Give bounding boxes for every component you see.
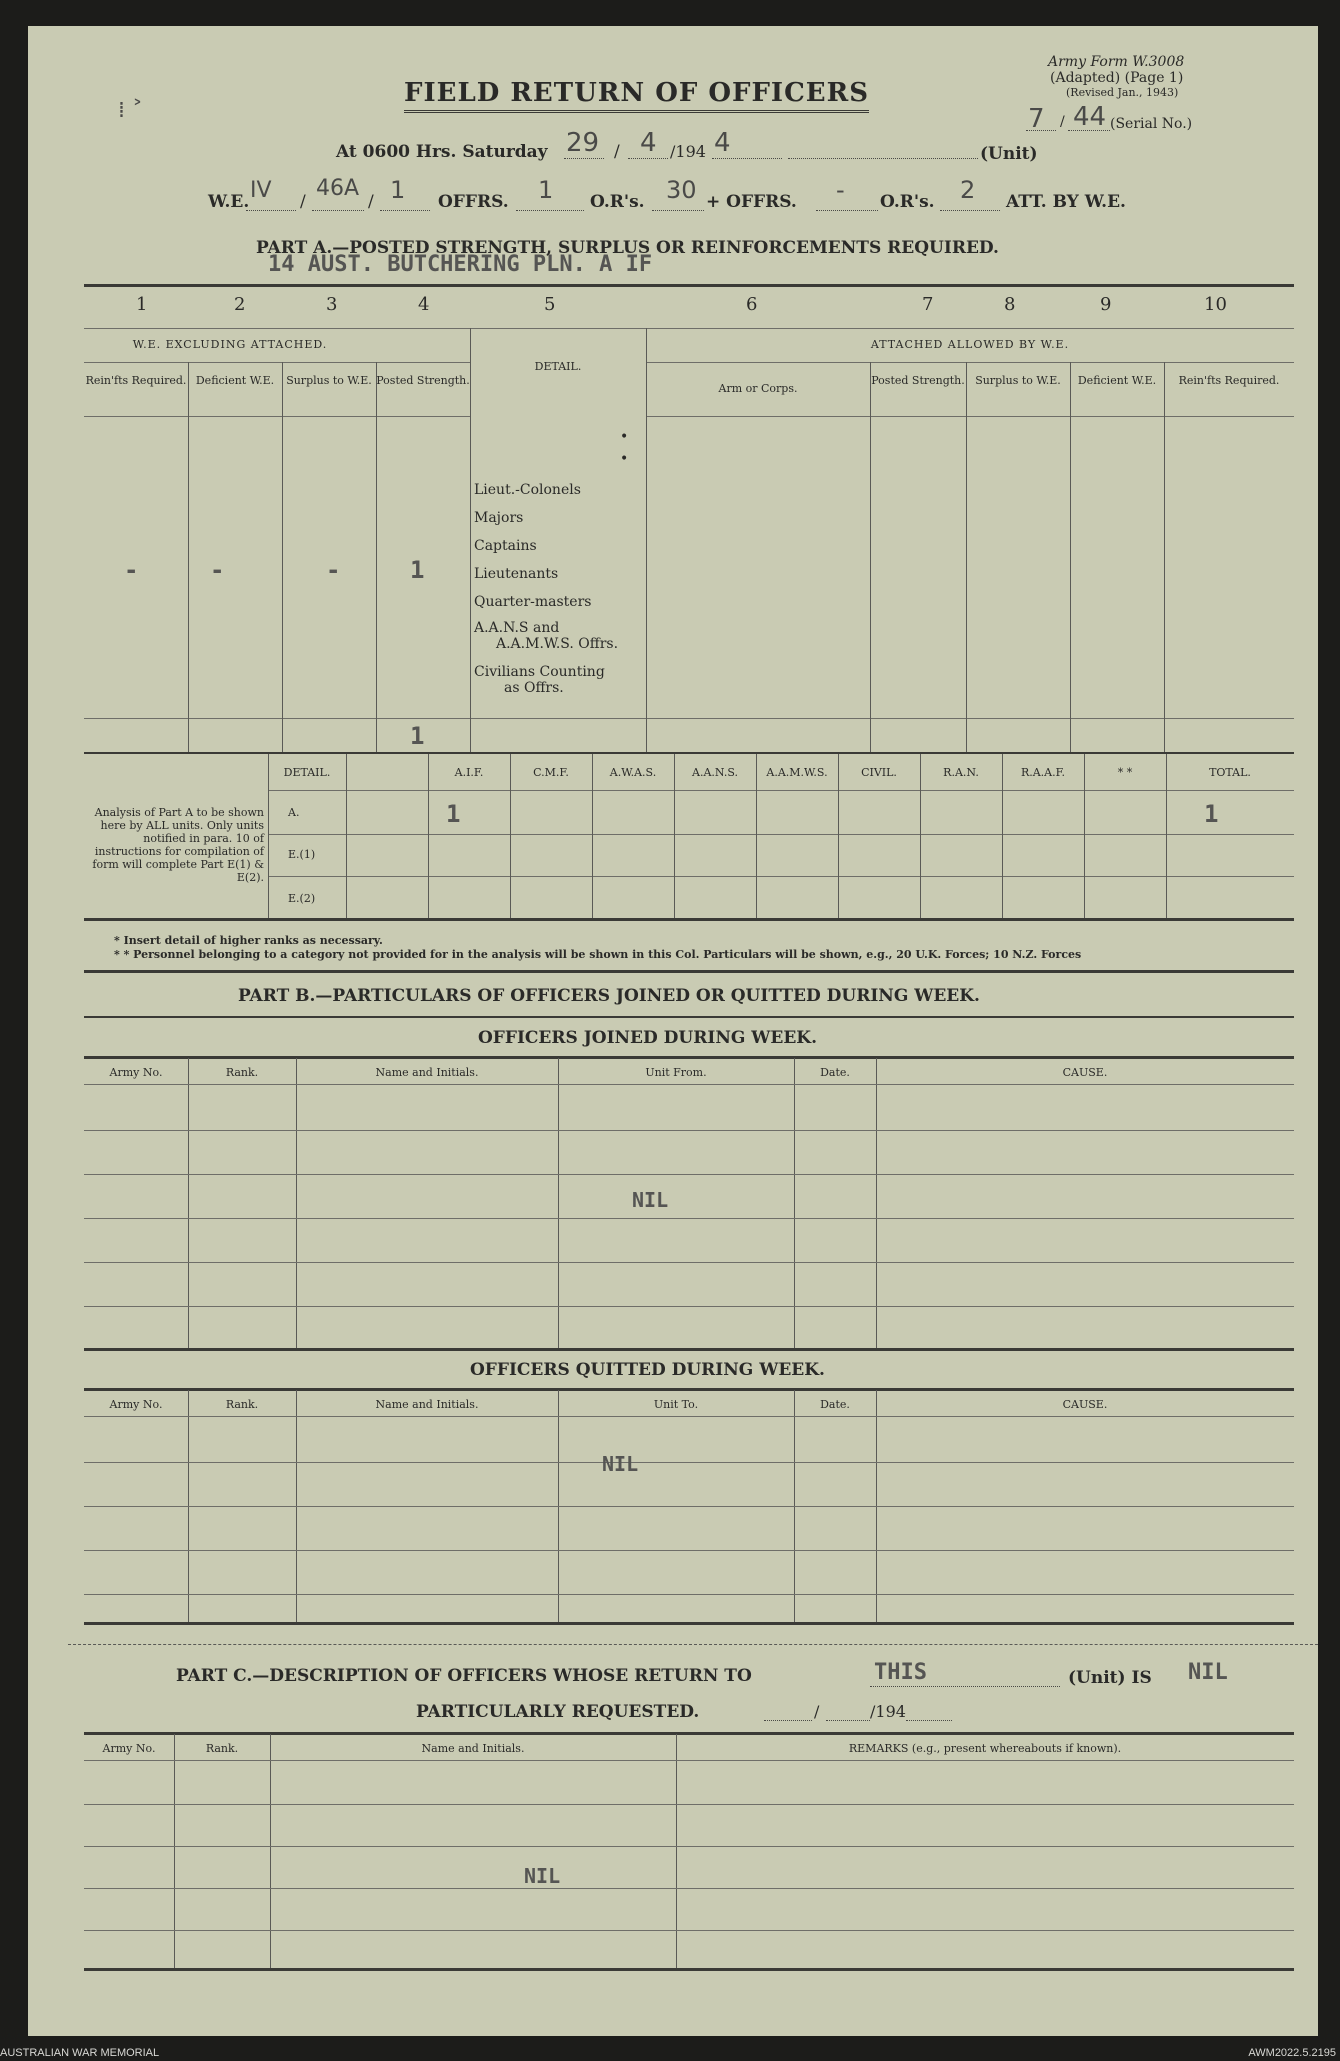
partc-row-line xyxy=(84,1930,1294,1931)
footnote-1: * Insert detail of higher ranks as necessary. xyxy=(114,934,383,947)
rank-captains: Captains xyxy=(474,538,537,554)
analysis-head-8: R.A.N. xyxy=(943,766,979,779)
analysis-head-11: TOTAL. xyxy=(1209,766,1251,779)
total-a-value: 1 xyxy=(1204,800,1219,828)
part-c-nil: NIL xyxy=(524,1864,561,1888)
unit-typed: 14 AUST. BUTCHERING PLN. A IF xyxy=(268,252,653,277)
footer-left: AUSTRALIAN WAR MEMORIAL xyxy=(0,2047,160,2059)
joined-row-line xyxy=(84,1130,1294,1131)
analysis-head-4: A.W.A.S. xyxy=(609,766,657,779)
offrs-value: 1 xyxy=(538,176,554,204)
part-c-requested: PARTICULARLY REQUESTED. xyxy=(416,1702,700,1722)
form-title: FIELD RETURN OF OFFICERS xyxy=(404,78,869,113)
form-revised: (Revised Jan., 1943) xyxy=(1066,86,1179,99)
plus-offrs-value: - xyxy=(836,176,845,204)
head-arm-corps: Arm or Corps. xyxy=(718,382,798,395)
quitted-head-4: Date. xyxy=(820,1398,850,1411)
lt-surplus: - xyxy=(326,556,341,584)
we-1: IV xyxy=(250,178,272,203)
analysis-row-a: A. xyxy=(288,806,300,819)
head-att-deficient: Deficient W.E. xyxy=(1077,374,1157,387)
quitted-head-5: CAUSE. xyxy=(1062,1398,1108,1411)
part-c-nil-typed: NIL xyxy=(1188,1660,1228,1685)
column-number-8: 8 xyxy=(1004,294,1016,315)
column-number-3: 3 xyxy=(326,294,338,315)
at-label: At 0600 Hrs. Saturday xyxy=(336,142,548,162)
joined-nil: NIL xyxy=(632,1188,669,1212)
partc-row-line xyxy=(84,1760,1294,1761)
part-c-date-tmpl: /194 xyxy=(870,1702,906,1721)
lt-deficient: - xyxy=(210,556,225,584)
serial-day: 7 xyxy=(1028,104,1045,134)
we-3: 1 xyxy=(390,176,406,204)
analysis-head-5: A.A.N.S. xyxy=(692,766,738,779)
we-excluding-head: W.E. EXCLUDING ATTACHED. xyxy=(132,338,328,351)
column-number-4: 4 xyxy=(418,294,430,315)
quitted-row-line xyxy=(84,1416,1294,1417)
total-posted: 1 xyxy=(410,722,425,750)
joined-row-line xyxy=(84,1262,1294,1263)
header-month: 4 xyxy=(640,128,657,158)
quitted-row-line xyxy=(84,1462,1294,1463)
tear-line xyxy=(68,1644,1318,1645)
head-att-reinfts: Rein'fts Required. xyxy=(1178,374,1280,387)
head-att-posted: Posted Strength. xyxy=(871,374,965,387)
rank-civilians: Civilians Counting xyxy=(474,664,605,680)
column-number-5: 5 xyxy=(544,294,556,315)
partc-row-line xyxy=(84,1804,1294,1805)
unit-label: (Unit) xyxy=(980,144,1038,164)
pencil-mark: ⁞ ˃ xyxy=(118,98,143,123)
year-suffix: 4 xyxy=(714,128,731,158)
column-number-2: 2 xyxy=(234,294,246,315)
analysis-row-e2: E.(2) xyxy=(288,892,316,905)
rank-as-offrs: as Offrs. xyxy=(504,680,564,696)
part-a-title: PART A.—POSTED STRENGTH, SURPLUS OR REINFORCEMENTS REQUIRED. xyxy=(256,238,999,258)
plus-offrs-label: + OFFRS. xyxy=(706,192,797,212)
part-c-unit-is: (Unit) IS xyxy=(1068,1668,1152,1688)
footer-right: AWM2022.5.2195 xyxy=(1248,2047,1336,2059)
head-surplus: Surplus to W.E. xyxy=(286,374,372,387)
form-adapted: (Adapted) (Page 1) xyxy=(1050,70,1184,86)
rank-aamws: A.A.M.W.S. Offrs. xyxy=(496,636,619,652)
quitted-head-0: Army No. xyxy=(109,1398,163,1411)
analysis-note: Analysis of Part A to be shown here by ALL units. Only units notified in para. 10 of instructions for compilation of form will complete Part E(1) & E(2). xyxy=(92,806,264,884)
partc-head-0: Army No. xyxy=(102,1742,156,1755)
column-number-9: 9 xyxy=(1100,294,1112,315)
part-c-this: THIS xyxy=(874,1660,927,1685)
analysis-head-0: DETAIL. xyxy=(283,766,331,779)
analysis-head-10: * * xyxy=(1117,766,1133,779)
head-posted: Posted Strength. xyxy=(376,374,470,387)
attached-head: ATTACHED ALLOWED BY W.E. xyxy=(870,338,1070,351)
partc-row-line xyxy=(84,1846,1294,1847)
column-number-1: 1 xyxy=(136,294,148,315)
lt-reinfts: - xyxy=(124,556,139,584)
partc-row-line xyxy=(84,1888,1294,1889)
head-att-surplus: Surplus to W.E. xyxy=(975,374,1061,387)
joined-title: OFFICERS JOINED DURING WEEK. xyxy=(478,1028,817,1048)
rank-majors: Majors xyxy=(474,510,524,526)
ors-value: 30 xyxy=(666,176,697,204)
analysis-head-6: A.A.M.W.S. xyxy=(766,766,828,779)
partc-head-3: REMARKS (e.g., present whereabouts if known). xyxy=(848,1742,1122,1755)
quitted-row-line xyxy=(84,1506,1294,1507)
column-number-6: 6 xyxy=(746,294,758,315)
form-reference: Army Form W.3008 xyxy=(1048,54,1185,70)
header-day: 29 xyxy=(566,128,600,158)
quitted-nil: NIL xyxy=(602,1452,639,1476)
ors-value-2: 2 xyxy=(960,176,976,204)
analysis-head-3: C.M.F. xyxy=(533,766,569,779)
serial-year: 44 xyxy=(1073,102,1107,132)
we-label: W.E. xyxy=(208,192,250,212)
asterisk-marks: • • xyxy=(620,429,629,467)
serial-label: (Serial No.) xyxy=(1110,116,1193,132)
joined-head-2: Name and Initials. xyxy=(375,1066,479,1079)
quitted-title: OFFICERS QUITTED DURING WEEK. xyxy=(470,1360,825,1380)
ors-label-2: O.R's. xyxy=(880,192,935,212)
att-label: ATT. BY W.E. xyxy=(1006,192,1126,212)
joined-head-0: Army No. xyxy=(109,1066,163,1079)
partc-head-2: Name and Initials. xyxy=(421,1742,525,1755)
part-c-title: PART C.—DESCRIPTION OF OFFICERS WHOSE RETURN TO xyxy=(176,1666,752,1686)
joined-row-line xyxy=(84,1218,1294,1219)
joined-head-5: CAUSE. xyxy=(1062,1066,1108,1079)
quitted-head-2: Name and Initials. xyxy=(375,1398,479,1411)
offrs-label: OFFRS. xyxy=(438,192,509,212)
quitted-row-line xyxy=(84,1550,1294,1551)
joined-row-line xyxy=(84,1306,1294,1307)
form-paper: Army Form W.3008 (Adapted) (Page 1) (Revised Jan., 1943) FIELD RETURN OF OFFICERS 7 / 44 (Serial No.) At 0600 Hrs. Saturday 29 / 4 /194 4 (Unit) W.E. IV / 46A / 1 OFFRS. 1 O.R's. 30 + OFFRS. - O.R's. 2 ATT. BY W.E. PART A.—POSTED STRENGTH, SURPLUS OR REINFORCEMENTS REQUIRED. 14 AUST. BUTCHERING PLN. A IF 1 2 3 4 5 6 7 8 9 10 W.E. EXCLUDING ATTACHED. DETAIL. ATTACHED ALLOWED BY W.E. Rein'fts Required. Deficient W.E. Surplus to W.E. Posted Strength. Arm or Corps. Posted Strength. Surplus to W.E. Deficient W.E. Rein'fts Required. • • Lieut.-Colonels Majors Captains Lieutenants Quarter-masters A.A.N.S and A.A.M.W.S. Offrs. Civilians Counting as Offrs. - - - 1 1 DETAIL. A.I.F. C.M.F. A.W.A.S. A.A.N.S. A.A.M.W.S. CIVIL. R.A.N. R.A.A.F. * * TOTAL. Analysis of Part A to be shown here by ALL units. Only units notified in para. 10 of instructions for compilation of form will complete Part E(1) & E(2). A. E.(1) E.(2) 1 1 * Insert detail of higher ranks as necessary. * * Personnel belonging to a category not provided for in the analysis will be shown in this Col. Particulars will be shown, e.g., 20 U.K. Forces; 10 N.Z. Forces PART B.—PARTICULARS OF OFFICERS JOINED OR QUITTED DURING WEEK. OFFICERS JOINED DURING WEEK. Army No. Rank. Name and Initials. Unit From. Date. CAUSE. NIL OFFICERS QUITTED DURING WEEK. Army No. Rank. Name and Initials. Unit To. Date. CAUSE. NIL PART C.—DESCRIPTION OF OFFICERS WHOSE RETURN TO THIS (Unit) IS NIL PARTICULARLY REQUESTED. / /194 Army No. Rank. Name and Initials. REMARKS (e.g., present whereabouts if known). NIL ⁞ ˃ xyxy=(28,26,1318,2036)
quitted-row-line xyxy=(84,1594,1294,1595)
analysis-row-e1: E.(1) xyxy=(288,848,316,861)
joined-head-4: Date. xyxy=(820,1066,850,1079)
lt-posted: 1 xyxy=(410,556,425,584)
footnote-2: * * Personnel belonging to a category not provided for in the analysis will be shown in this Col. Particulars will be shown, e.g., 20 U.K. Forces; 10 N.Z. Forces xyxy=(114,948,1082,961)
joined-row-line xyxy=(84,1174,1294,1175)
analysis-head-9: R.A.A.F. xyxy=(1020,766,1066,779)
rank-lt-col: Lieut.-Colonels xyxy=(474,482,581,498)
joined-head-1: Rank. xyxy=(225,1066,259,1079)
analysis-head-7: CIVIL. xyxy=(861,766,897,779)
column-number-7: 7 xyxy=(922,294,934,315)
rank-lieutenants: Lieutenants xyxy=(474,566,559,582)
part-b-title: PART B.—PARTICULARS OF OFFICERS JOINED OR QUITTED DURING WEEK. xyxy=(238,986,980,1006)
detail-head: DETAIL. xyxy=(534,360,582,373)
joined-head-3: Unit From. xyxy=(645,1066,707,1079)
joined-row-line xyxy=(84,1084,1294,1085)
year-prefix: /194 xyxy=(670,142,706,161)
quitted-head-3: Unit To. xyxy=(653,1398,699,1411)
head-reinfts: Rein'fts Required. xyxy=(85,374,187,387)
aif-a-value: 1 xyxy=(446,800,461,828)
rank-aans: A.A.N.S and xyxy=(474,620,560,636)
analysis-head-2: A.I.F. xyxy=(454,766,484,779)
ors-label: O.R's. xyxy=(590,192,645,212)
head-deficient: Deficient W.E. xyxy=(195,374,275,387)
column-number-10: 10 xyxy=(1204,294,1227,315)
quitted-head-1: Rank. xyxy=(225,1398,259,1411)
rank-qm: Quarter-masters xyxy=(474,594,592,610)
partc-head-1: Rank. xyxy=(205,1742,239,1755)
we-2: 46A xyxy=(316,176,360,201)
